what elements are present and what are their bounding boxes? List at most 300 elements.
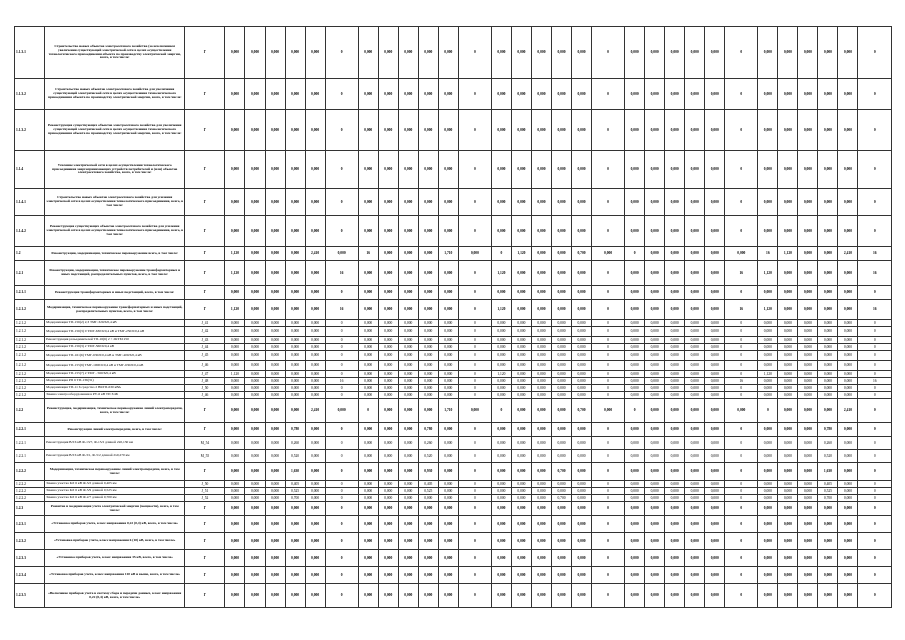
- value-cell: 0,000: [285, 584, 305, 608]
- value-cell: 0,000: [398, 378, 418, 385]
- value-cell: 16: [758, 247, 778, 261]
- value-cell: 0: [858, 344, 892, 351]
- row-name-cell: «Установка приборов учета, класс напряжения 6 (10) кВ, всего, в том числе»: [45, 533, 185, 550]
- value-cell: 0,000: [551, 481, 571, 488]
- value-cell: 0,000: [758, 385, 778, 392]
- value-cell: 0,000: [285, 351, 305, 361]
- value-cell: 0: [858, 533, 892, 550]
- value-cell: 0,000: [551, 337, 571, 344]
- value-cell: 0,000: [645, 463, 665, 481]
- value-cell: 0,000: [438, 584, 458, 608]
- value-cell: 0: [592, 337, 625, 344]
- value-cell: 0: [325, 286, 358, 300]
- value-cell: 0,000: [818, 189, 838, 216]
- row-name-cell: Модернизация, техническое перевооружение линий электропередачи, всего, в том числе:: [45, 463, 185, 481]
- value-cell: 0,000: [798, 423, 818, 437]
- row-code-cell: 1.2.1.2: [15, 371, 45, 378]
- value-cell: 0,000: [625, 533, 645, 550]
- row-name-cell: Модернизация, техническое перевооружение трансформаторных и иных подстанций, распределительных пунктов, всего, в том числе:: [45, 300, 185, 320]
- value-cell: 0,000: [358, 300, 378, 320]
- value-cell: 0,000: [645, 189, 665, 216]
- value-cell: 0,000: [305, 495, 325, 502]
- value-cell: 0,000: [818, 361, 838, 371]
- value-cell: 0,000: [551, 488, 571, 495]
- value-cell: 0,000: [645, 371, 665, 378]
- value-cell: 0,000: [225, 351, 245, 361]
- value-cell: 0,000: [758, 151, 778, 189]
- value-cell: 0,000: [511, 423, 531, 437]
- value-cell: 0,000: [818, 371, 838, 378]
- value-cell: 0,000: [358, 79, 378, 110]
- value-cell: 0,000: [778, 27, 798, 79]
- value-cell: 0,000: [685, 27, 705, 79]
- value-cell: 0,000: [625, 337, 645, 344]
- value-cell: 0,000: [418, 378, 438, 385]
- value-cell: 0: [592, 261, 625, 286]
- row-name-cell: Усиление электрической сети в целях осуществления технологического присоединения энергопринимающих устройств потребителей и (или) объектов электросетевого хозяйства, всего, в том числе:: [45, 151, 185, 189]
- value-cell: 0,000: [645, 399, 665, 423]
- value-cell: 0,000: [265, 337, 285, 344]
- value-cell: 0,000: [265, 327, 285, 337]
- value-cell: 0,000: [705, 584, 725, 608]
- value-cell: 0,000: [531, 247, 551, 261]
- row-name-cell: Реконструкция разъединителей ТП-16(6) 2 × 2КТМ 250: [45, 337, 185, 344]
- value-cell: 0: [325, 327, 358, 337]
- value-cell: 0,000: [245, 567, 265, 584]
- value-cell: 1,120: [491, 261, 511, 286]
- value-cell: 0,000: [838, 320, 858, 327]
- value-cell: 0,000: [838, 488, 858, 495]
- value-cell: 0: [325, 385, 358, 392]
- value-cell: 0,000: [378, 385, 398, 392]
- value-cell: 0,000: [265, 261, 285, 286]
- value-cell: 0,000: [491, 216, 511, 247]
- row-id-cell: Г: [185, 27, 225, 79]
- row-name-cell: Модернизация ТП-155(7) 2 ТМГ - 560/6/0,4 кВ: [45, 371, 185, 378]
- value-cell: 0: [725, 151, 758, 189]
- value-cell: 0,000: [665, 216, 685, 247]
- value-cell: 0,000: [625, 463, 645, 481]
- value-cell: 0,000: [725, 247, 758, 261]
- value-cell: 0,000: [838, 378, 858, 385]
- value-cell: 0: [325, 516, 358, 533]
- value-cell: 0,000: [245, 151, 265, 189]
- row-code-cell: 1.2.3.4: [15, 567, 45, 584]
- value-cell: 0,000: [685, 463, 705, 481]
- value-cell: 0,000: [531, 378, 551, 385]
- value-cell: 0,000: [685, 351, 705, 361]
- value-cell: 0,000: [305, 344, 325, 351]
- value-cell: 0: [592, 502, 625, 516]
- value-cell: 0: [325, 344, 358, 351]
- value-cell: 0,000: [398, 189, 418, 216]
- table-row: [15, 151, 892, 189]
- value-cell: 0,000: [398, 327, 418, 337]
- value-cell: 0: [592, 550, 625, 567]
- value-cell: 0,000: [645, 533, 665, 550]
- value-cell: 0,000: [685, 550, 705, 567]
- value-cell: 0: [458, 567, 491, 584]
- value-cell: 0,000: [625, 189, 645, 216]
- value-cell: 0,000: [798, 27, 818, 79]
- value-cell: 0,000: [531, 584, 551, 608]
- value-cell: 0,000: [838, 361, 858, 371]
- value-cell: 0,000: [531, 261, 551, 286]
- value-cell: 0,000: [285, 300, 305, 320]
- value-cell: 0,000: [265, 450, 285, 463]
- value-cell: 0: [325, 189, 358, 216]
- value-cell: 0,000: [245, 450, 265, 463]
- value-cell: 0,000: [265, 300, 285, 320]
- table-row: [15, 247, 892, 261]
- value-cell: 0,000: [778, 488, 798, 495]
- value-cell: 0,000: [511, 110, 531, 151]
- value-cell: 0,000: [625, 361, 645, 371]
- table-row: [15, 344, 892, 351]
- value-cell: 0: [325, 450, 358, 463]
- table-row: [15, 423, 892, 437]
- row-code-cell: 1.2.3: [15, 502, 45, 516]
- value-cell: 0,000: [358, 488, 378, 495]
- value-cell: 0,000: [225, 151, 245, 189]
- value-cell: 0,000: [418, 371, 438, 378]
- row-id-cell: Г: [185, 110, 225, 151]
- value-cell: 0,000: [625, 584, 645, 608]
- value-cell: 0: [325, 351, 358, 361]
- value-cell: 0,000: [225, 189, 245, 216]
- row-code-cell: 1.2.1.2: [15, 300, 45, 320]
- value-cell: 0,000: [511, 385, 531, 392]
- value-cell: 1,120: [225, 247, 245, 261]
- table-row: [15, 584, 892, 608]
- value-cell: 0,000: [818, 344, 838, 351]
- value-cell: 0,000: [285, 27, 305, 79]
- value-cell: 0,000: [572, 320, 592, 327]
- value-cell: 0,000: [245, 550, 265, 567]
- value-cell: 0,000: [398, 79, 418, 110]
- value-cell: 0,000: [665, 533, 685, 550]
- value-cell: 0,000: [225, 567, 245, 584]
- value-cell: 0,000: [358, 392, 378, 399]
- row-name-cell: Строительство новых объектов электросетевого хозяйства для усиления электрической сети в целях осуществления технологического присоединения, всего, в том числе:: [45, 189, 185, 216]
- value-cell: 0,000: [758, 378, 778, 385]
- value-cell: 0,000: [245, 502, 265, 516]
- value-cell: 0,000: [685, 344, 705, 351]
- value-cell: 0,000: [758, 337, 778, 344]
- value-cell: 0,000: [645, 550, 665, 567]
- value-cell: 0,000: [511, 261, 531, 286]
- value-cell: 2,410: [305, 247, 325, 261]
- value-cell: 0,000: [705, 320, 725, 327]
- row-name-cell: Реконструкция, модернизация, техническое перевооружение трансформаторных и иных подстанций, распределительных пунктов, всего, в том числе:: [45, 261, 185, 286]
- value-cell: 0,000: [531, 495, 551, 502]
- value-cell: 0,000: [625, 450, 645, 463]
- value-cell: 0,000: [645, 300, 665, 320]
- value-cell: 0: [858, 327, 892, 337]
- value-cell: 0,000: [305, 327, 325, 337]
- value-cell: 0,000: [572, 481, 592, 488]
- value-cell: 0,000: [438, 502, 458, 516]
- value-cell: 0,000: [398, 495, 418, 502]
- value-cell: 0,000: [265, 27, 285, 79]
- value-cell: 0,000: [705, 533, 725, 550]
- value-cell: 0,000: [378, 450, 398, 463]
- value-cell: 0,000: [818, 216, 838, 247]
- table-row: [15, 320, 892, 327]
- value-cell: 0: [858, 423, 892, 437]
- value-cell: 0,000: [511, 189, 531, 216]
- row-id-cell: Г: [185, 584, 225, 608]
- value-cell: 0,000: [685, 502, 705, 516]
- value-cell: 0,000: [398, 385, 418, 392]
- value-cell: 0,000: [665, 481, 685, 488]
- value-cell: 0,000: [758, 216, 778, 247]
- value-cell: 0,000: [418, 399, 438, 423]
- row-name-cell: «Установка приборов учета, класс напряжения 0,22 (0,4) кВ, всего, в том числе»: [45, 516, 185, 533]
- value-cell: 0,405: [285, 481, 305, 488]
- value-cell: 0,000: [572, 423, 592, 437]
- value-cell: 0,000: [358, 151, 378, 189]
- value-cell: 0,000: [572, 337, 592, 344]
- value-cell: 0,000: [265, 371, 285, 378]
- value-cell: 0: [325, 392, 358, 399]
- value-cell: 0,000: [725, 399, 758, 423]
- value-cell: 0,000: [758, 516, 778, 533]
- row-id-cell: J_51: [185, 488, 225, 495]
- value-cell: 0,000: [798, 110, 818, 151]
- value-cell: 0,000: [358, 437, 378, 450]
- value-cell: 0: [858, 463, 892, 481]
- value-cell: 0: [458, 189, 491, 216]
- value-cell: 0,000: [798, 567, 818, 584]
- value-cell: 0,000: [778, 216, 798, 247]
- value-cell: 0: [592, 463, 625, 481]
- value-cell: 0: [858, 502, 892, 516]
- value-cell: 0: [491, 399, 511, 423]
- value-cell: 0,000: [285, 361, 305, 371]
- value-cell: 0,000: [358, 216, 378, 247]
- value-cell: 0,000: [685, 399, 705, 423]
- value-cell: 0,000: [838, 27, 858, 79]
- value-cell: 0: [458, 502, 491, 516]
- value-cell: 0,000: [685, 495, 705, 502]
- value-cell: 0,000: [225, 392, 245, 399]
- value-cell: 0,000: [358, 481, 378, 488]
- value-cell: 0,000: [665, 450, 685, 463]
- value-cell: 0,000: [572, 300, 592, 320]
- value-cell: 0,000: [778, 344, 798, 351]
- row-name-cell: Реконструкция, модернизация, техническое перевооружение линий электропередачи, всего, в том числе:: [45, 399, 185, 423]
- value-cell: 0,000: [838, 371, 858, 378]
- value-cell: 0,000: [398, 550, 418, 567]
- value-cell: 0,000: [358, 320, 378, 327]
- value-cell: 0,000: [645, 584, 665, 608]
- row-id-cell: Г: [185, 300, 225, 320]
- value-cell: 0: [625, 399, 645, 423]
- value-cell: 0,000: [625, 344, 645, 351]
- value-cell: 0,000: [511, 27, 531, 79]
- value-cell: 0,000: [265, 481, 285, 488]
- value-cell: 0,000: [358, 110, 378, 151]
- table-row: [15, 351, 892, 361]
- value-cell: 0,000: [572, 567, 592, 584]
- value-cell: 0,000: [531, 488, 551, 495]
- value-cell: 0,000: [398, 392, 418, 399]
- row-name-cell: Замена участка КЛ 6 кВ Ф-2/7 длиной 0,700 км: [45, 495, 185, 502]
- value-cell: 0,000: [378, 261, 398, 286]
- value-cell: 0: [725, 488, 758, 495]
- value-cell: 0: [725, 533, 758, 550]
- value-cell: 0,000: [398, 533, 418, 550]
- table-row: [15, 567, 892, 584]
- value-cell: 0,000: [491, 361, 511, 371]
- value-cell: 0,000: [418, 286, 438, 300]
- table-row: [15, 300, 892, 320]
- value-cell: 0,000: [665, 337, 685, 344]
- value-cell: 0,000: [758, 344, 778, 351]
- value-cell: 0,000: [798, 481, 818, 488]
- row-code-cell: 1.2.1.2: [15, 337, 45, 344]
- value-cell: 0,000: [531, 533, 551, 550]
- value-cell: 0,000: [418, 550, 438, 567]
- value-cell: 0,000: [838, 110, 858, 151]
- value-cell: 0,000: [645, 481, 665, 488]
- value-cell: 0,000: [511, 488, 531, 495]
- value-cell: 0,000: [778, 371, 798, 378]
- row-code-cell: 1.2: [15, 247, 45, 261]
- value-cell: 0,000: [625, 392, 645, 399]
- value-cell: 0,000: [758, 27, 778, 79]
- value-cell: 0,700: [551, 495, 571, 502]
- value-cell: 0,000: [625, 495, 645, 502]
- value-cell: 0,000: [491, 584, 511, 608]
- value-cell: 0,000: [665, 27, 685, 79]
- value-cell: 0,000: [438, 392, 458, 399]
- value-cell: 0,000: [645, 450, 665, 463]
- row-id-cell: M_54: [185, 437, 225, 450]
- value-cell: 0,000: [572, 110, 592, 151]
- value-cell: 0: [592, 385, 625, 392]
- value-cell: 0,000: [378, 351, 398, 361]
- value-cell: 0,000: [378, 495, 398, 502]
- value-cell: 0,000: [838, 450, 858, 463]
- row-id-cell: J_46: [185, 392, 225, 399]
- value-cell: 2,410: [838, 399, 858, 423]
- value-cell: 0,000: [305, 189, 325, 216]
- value-cell: 0,000: [645, 286, 665, 300]
- value-cell: 0,000: [531, 27, 551, 79]
- row-code-cell: 1.1.3.1: [15, 27, 45, 79]
- value-cell: 0,000: [818, 320, 838, 327]
- value-cell: 0,000: [798, 189, 818, 216]
- value-cell: 0,000: [645, 151, 665, 189]
- value-cell: 0,000: [285, 533, 305, 550]
- value-cell: 0,000: [838, 327, 858, 337]
- value-cell: 0,000: [531, 286, 551, 300]
- value-cell: 0,000: [378, 320, 398, 327]
- value-cell: 0,000: [358, 361, 378, 371]
- value-cell: 0,000: [378, 361, 398, 371]
- value-cell: 0,000: [798, 371, 818, 378]
- value-cell: 0,000: [398, 300, 418, 320]
- value-cell: 0,000: [758, 584, 778, 608]
- value-cell: 0,000: [305, 27, 325, 79]
- value-cell: 0,000: [491, 392, 511, 399]
- value-cell: 0,000: [358, 516, 378, 533]
- value-cell: 0,000: [778, 286, 798, 300]
- row-code-cell: 1.2.2: [15, 399, 45, 423]
- value-cell: 0,000: [798, 488, 818, 495]
- row-name-cell: «Включение приборов учета в систему сбора и передачи данных, класс напряжения 0,22 (0,4) кВ, всего, в том числе»: [45, 584, 185, 608]
- value-cell: 0,000: [511, 550, 531, 567]
- row-name-cell: Строительство новых объектов электросетевого хозяйства для увеличения существующей электрической сети в целях осуществления технологического присоединения объекта по производству электрической энергии, всего, в том числе:: [45, 79, 185, 110]
- value-cell: 0,000: [438, 79, 458, 110]
- value-cell: 0,000: [685, 110, 705, 151]
- value-cell: 0,000: [531, 337, 551, 344]
- value-cell: 0,000: [531, 361, 551, 371]
- value-cell: 0,000: [285, 151, 305, 189]
- table-row: [15, 392, 892, 399]
- value-cell: 0,000: [418, 516, 438, 533]
- value-cell: 0,000: [438, 351, 458, 361]
- value-cell: 0,000: [418, 320, 438, 327]
- value-cell: 0,000: [285, 320, 305, 327]
- value-cell: 0,000: [685, 481, 705, 488]
- value-cell: 0,000: [798, 351, 818, 361]
- value-cell: 0,000: [491, 533, 511, 550]
- row-id-cell: J_50: [185, 481, 225, 488]
- value-cell: 0,000: [491, 320, 511, 327]
- value-cell: 0,000: [838, 516, 858, 533]
- value-cell: 0: [858, 151, 892, 189]
- row-code-cell: 1.1.4.2: [15, 216, 45, 247]
- value-cell: 0: [725, 327, 758, 337]
- value-cell: 0,000: [398, 344, 418, 351]
- value-cell: 0,000: [285, 247, 305, 261]
- value-cell: 0,000: [531, 481, 551, 488]
- value-cell: 0,000: [245, 286, 265, 300]
- value-cell: 0,000: [305, 550, 325, 567]
- value-cell: 0: [858, 189, 892, 216]
- value-cell: 0,000: [285, 392, 305, 399]
- value-cell: 0,000: [285, 327, 305, 337]
- value-cell: 0,000: [798, 286, 818, 300]
- value-cell: 0,000: [418, 385, 438, 392]
- value-cell: 0,000: [378, 378, 398, 385]
- value-cell: 0,000: [305, 392, 325, 399]
- value-cell: 0,000: [551, 450, 571, 463]
- value-cell: 0,000: [305, 567, 325, 584]
- value-cell: 0,000: [265, 495, 285, 502]
- value-cell: 0,000: [551, 516, 571, 533]
- value-cell: 1,120: [225, 371, 245, 378]
- value-cell: 0,000: [398, 351, 418, 361]
- value-cell: 0,000: [665, 502, 685, 516]
- value-cell: 0,000: [358, 378, 378, 385]
- value-cell: 0: [725, 320, 758, 327]
- value-cell: 0,000: [551, 437, 571, 450]
- value-cell: 0,000: [778, 502, 798, 516]
- value-cell: 0,000: [511, 151, 531, 189]
- value-cell: 0,000: [358, 584, 378, 608]
- value-cell: 0,700: [572, 399, 592, 423]
- value-cell: 0,000: [245, 516, 265, 533]
- value-cell: 0,000: [511, 371, 531, 378]
- value-cell: 0,000: [378, 584, 398, 608]
- value-cell: 0,000: [705, 392, 725, 399]
- row-code-cell: 1.2.2.2: [15, 463, 45, 481]
- value-cell: 16: [858, 300, 892, 320]
